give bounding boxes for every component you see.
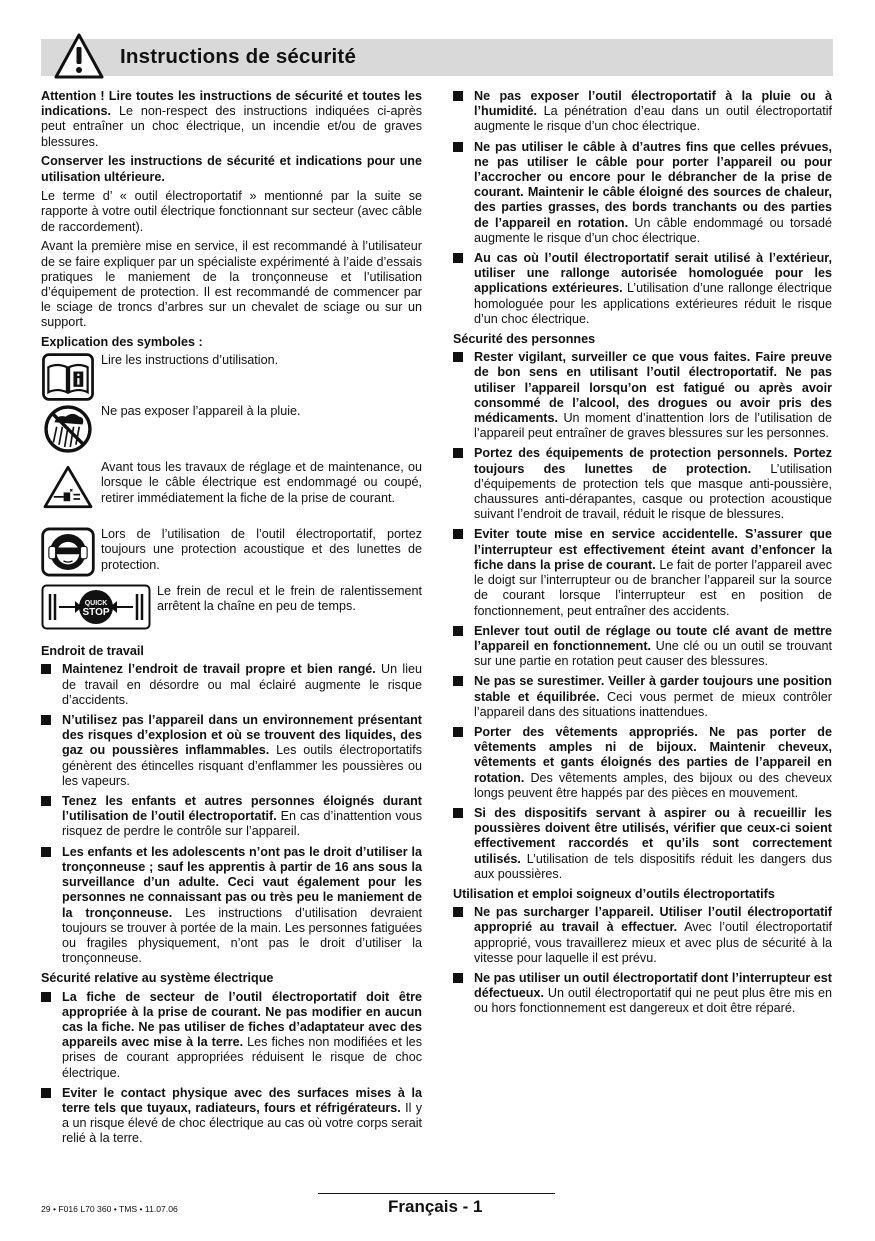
- symbol-text: Avant tous les travaux de réglage et de maintenance, ou lorsque le câble électrique est endommagé ou coupé, retirer immédiatement la fiche de la prise de courant.: [101, 460, 422, 505]
- warning-triangle-icon: [53, 32, 105, 80]
- symbol-row: [41, 353, 422, 404]
- work-area-heading: Endroit de travail: [41, 644, 144, 659]
- list-item: Ne pas exposer l’outil électroportatif à la pluie ou à l’humidité. La pénétration d’eau dans un outil électroportatif augmente le risque d’un choc électrique.: [453, 89, 832, 135]
- quick-stop-line2: STOP: [82, 607, 110, 619]
- document-code: 29 • F016 L70 360 • TMS • 11.07.06: [41, 1204, 178, 1214]
- symbol-row: [41, 584, 422, 642]
- symbol-row: [41, 404, 422, 460]
- list-item: Les enfants et les adolescents n’ont pas le droit d’utiliser la tronçonneuse ; sauf les apprentis à partir de 16 ans sous la surveillance d’un adulte. Ceci vaut également pour les personnes ne connaissant pas ou très peu le maniement de la tronçonneuse. Les instructions d’utilisation devraient toujours se trouver à portée de la main. Les personnes fatiguées ou fragiles physiquement, n’ont pas le droit d’utiliser la tronçonneuse.: [41, 845, 422, 967]
- list-item: Ne pas utiliser un outil électroportatif dont l’interrupteur est défectueux. Un outil électroportatif qui ne peut plus être mis en ou hors fonctionnement est dangereux et doit être réparé.: [453, 971, 832, 1017]
- list-item: Enlever tout outil de réglage ou toute clé avant de mettre l’appareil en fonctionnement. Une clé ou un outil se trouvant sur une partie en rotation peut causer des blessures.: [453, 624, 832, 670]
- list-item: Ne pas se surestimer. Veiller à garder toujours une position stable et équilibrée. Ceci vous permet de mieux contrôler l’appareil dans des situations inattendues.: [453, 674, 832, 720]
- symbol-row: [41, 460, 422, 527]
- symbol-row: [41, 527, 422, 584]
- list-item: Eviter le contact physique avec des surfaces mises à la terre tels que tuyaux, radiateurs, fours et réfrigérateurs. Il y a un risque élevé de choc électrique au cas où votre corps serait relié à la terre.: [41, 1086, 422, 1147]
- page-title: Instructions de sécurité: [120, 45, 357, 68]
- list-item: N’utilisez pas l’appareil dans un environnement présentant des risques d’explosion et où se trouvent des liquides, des gaz ou poussières inflammables. Les outils électroportatifs génèrent des étincelles risquant d’enflammer les poussières ou les vapeurs.: [41, 713, 422, 789]
- list-item: Au cas où l’outil électroportatif serait utilisé à l’extérieur, utiliser une rallonge autorisée homologuée pour les applications extérieures. L’utilisation d’une rallonge électrique homologuée pour les applications extérieures réduit le risque d’un choc électrique.: [453, 251, 832, 327]
- list-item: Si des dispositifs servant à aspirer ou à recueillir les poussières doivent être utilisés, vérifier que ceux-ci soient effectivement raccordés et qu’ils sont correctement utilisés. L’utilisation de tels dispositifs réduit les dangers dus aux poussières.: [453, 806, 832, 882]
- symbol-text: Lors de l’utilisation de l’outil électroportatif, portez toujours une protection acoustique et des lunettes de protection.: [101, 527, 422, 572]
- list-item: Portez des équipements de protection personnels. Portez toujours des lunettes de protection. L’utilisation d’équipements de protection tels que masque anti-poussière, chaussures anti-dérapantes, casque ou protection acoustique suivant l’endroit de travail, réduit le risque de blessures.: [453, 446, 832, 522]
- usage-heading: Utilisation et emploi soigneux d’outils électroportatifs: [453, 886, 775, 901]
- electrical-heading: Sécurité relative au système électrique: [41, 971, 274, 986]
- intro-term: Le terme d’ « outil électroportatif » mentionné par la suite se rapporte à votre outil électrique fonctionnant sur secteur (avec câble de raccordement).: [41, 189, 422, 234]
- symbols-heading: Explication des symboles :: [41, 335, 203, 350]
- left-column: [41, 89, 422, 1152]
- intro-warning: Attention ! Lire toutes les instructions de sécurité et toutes les indications. Le non-respect des instructions indiquées ci-après peut entraîner un choc électrique, un incendie et/ou de graves blessures.: [41, 89, 422, 149]
- symbol-text: Le frein de recul et le frein de ralentissement arrêtent la chaîne en peu de temps.: [157, 584, 422, 614]
- right-column: [453, 89, 832, 1022]
- footer-divider: [318, 1193, 555, 1194]
- page-number: Français - 1: [388, 1197, 483, 1216]
- list-item: Tenez les enfants et autres personnes éloignés durant l’utilisation de l’outil électroportatif. En cas d’inattention vous risquez de perdre le contrôle sur l’appareil.: [41, 794, 422, 840]
- intro-keep-instructions: Conserver les instructions de sécurité et indications pour une utilisation ultérieure.: [41, 154, 422, 184]
- quick-stop-line1: QUICK: [84, 600, 108, 608]
- list-item: Porter des vêtements appropriés. Ne pas porter de vêtements amples ni de bijoux. Maintenir cheveux, vêtements et gants éloignés des parties de l’appareil en rotation. Des vêtements amples, des bijoux ou des cheveux longs peuvent être happés par des pièces en mouvement.: [453, 725, 832, 801]
- list-item: Eviter toute mise en service accidentelle. S’assurer que l’interrupteur est effectivement éteint avant d’enfoncer la fiche dans la prise de courant. Le fait de porter l’appareil avec le doigt sur l’interrupteur ou de brancher l’appareil sur la source de courant lorsque l’interrupteur est en position de fonctionnement, peut entraîner des accidents.: [453, 527, 832, 618]
- intro-first-use: Avant la première mise en service, il est recommandé à l’utilisateur de se faire expliquer par un spécialiste expérimenté à l’aide d’essais pratiques le maniement de la tronçonneuse et l’utilisation d’équipement de protection. Il est recommandé de commencer par le sciage de troncs d’arbres sur un chevalet de sciage ou sur un support.: [41, 239, 422, 330]
- no-rain-icon: [41, 404, 95, 454]
- quick-stop-icon: [41, 584, 151, 630]
- ear-eye-protection-icon: [41, 527, 95, 577]
- list-item: Maintenez l’endroit de travail propre et bien rangé. Un lieu de travail en désordre ou mal éclairé augmente le risque d’accidents.: [41, 662, 422, 708]
- symbol-text: Lire les instructions d’utilisation.: [101, 353, 279, 368]
- list-item: Rester vigilant, surveiller ce que vous faites. Faire preuve de bon sens en utilisant l’outil électroportatif. Ne pas utiliser l’appareil lorsqu’on est fatigué ou après avoir consommé de l’alcool, des drogues ou avoir pris des médicaments. Un moment d’inattention lors de l’utilisation de l’appareil peut entraîner de graves blessures sur les personnes.: [453, 350, 832, 441]
- list-item: Ne pas surcharger l’appareil. Utiliser l’outil électroportatif approprié au travail à effectuer. Avec l’outil électroportatif approprié, vous travaillerez mieux et avec plus de sécurité à la vitesse pour laquelle il est prévu.: [453, 905, 832, 966]
- unplug-warning-icon: [41, 464, 95, 510]
- symbol-text: Ne pas exposer l’appareil à la pluie.: [101, 404, 301, 419]
- list-item: La fiche de secteur de l’outil électroportatif doit être appropriée à la prise de courant. Ne pas modifier en aucun cas la fiche. Ne pas utiliser de fiches d’adaptateur avec des appareils avec mise à la terre. Les fiches non modifiées et les prises de courant appropriées réduisent le risque de choc électrique.: [41, 990, 422, 1081]
- personal-safety-heading: Sécurité des personnes: [453, 332, 596, 347]
- list-item: Ne pas utiliser le câble à d’autres fins que celles prévues, ne pas utiliser le câble pour porter l’appareil ou pour l’accrocher ou encore pour le débrancher de la prise de courant. Maintenir le câble éloigné des sources de chaleur, des parties grasses, des bords tranchants ou des parties de l’appareil en rotation. Un câble endommagé ou torsadé augmente le risque d’un choc électrique.: [453, 140, 832, 246]
- read-manual-icon: [41, 353, 95, 401]
